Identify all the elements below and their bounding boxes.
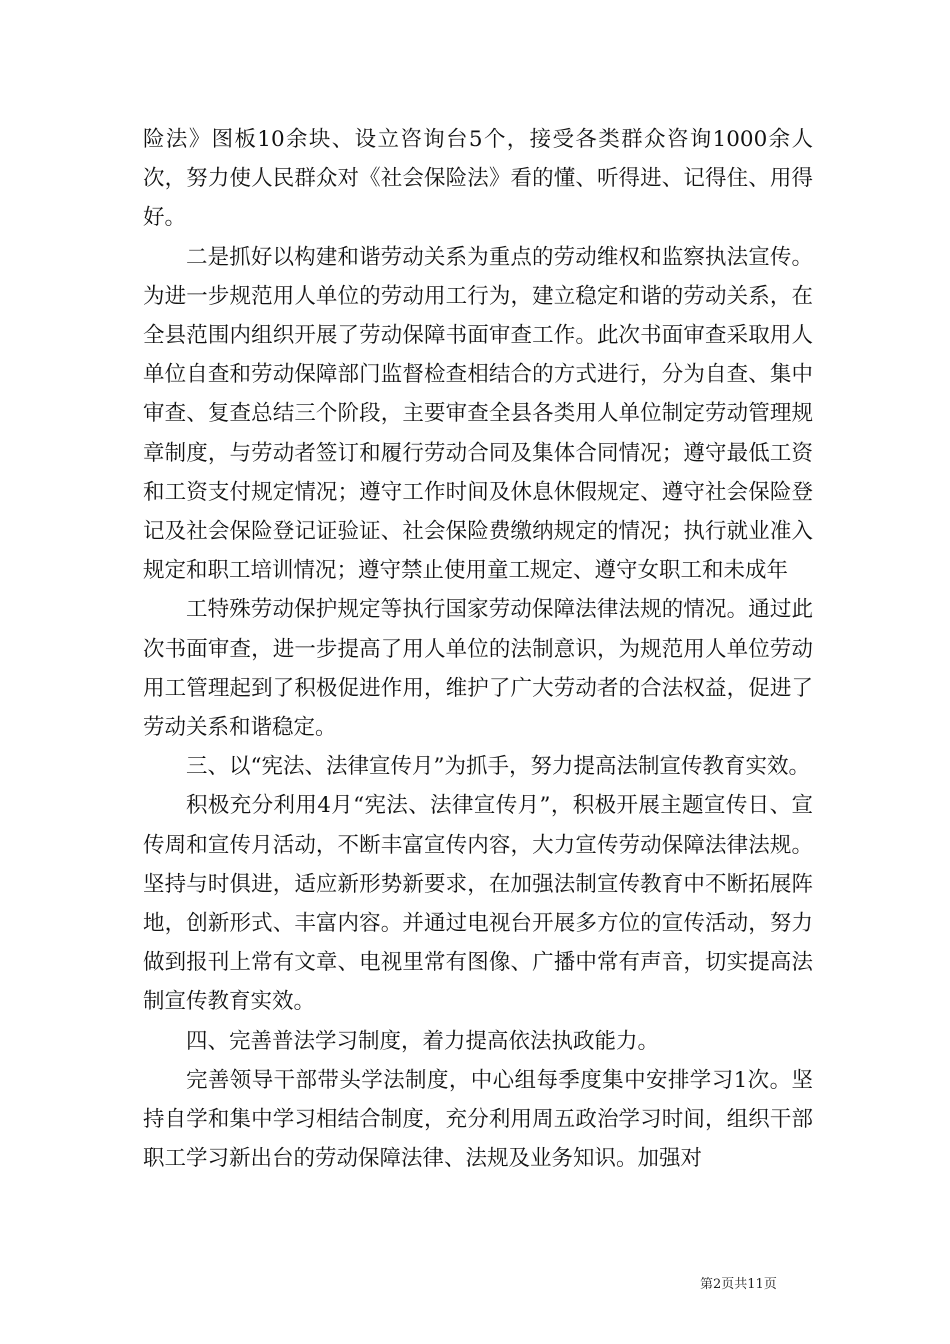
body-paragraph: 工特殊劳动保护规定等执行国家劳动保障法律法规的情况。通过此次书面审查，进一步提高了用人单位的法制意识，为规范用人单位劳动用工管理起到了积极促进作用，维护了广大劳动者的合法权益，促进了劳动关系和谐稳定。 (143, 597, 813, 741)
body-paragraph: 二是抓好以构建和谐劳动关系为重点的劳动维权和监察执法宣传。为进一步规范用人单位的劳动用工行为，建立稳定和谐的劳动关系，在全县范围内组织开展了劳动保障书面审查工作。此次书面审查采取用人单位自查和劳动保障部门监督检查相结合的方式进行，分为自查、集中审查、复查总结三个阶段，主要审查全县各类用人单位制定劳动管理规章制度，与劳动者签订和履行劳动合同及集体合同情况；遵守最低工资和工资支付规定情况；遵守工作时间及休息休假规定、遵守社会保险登记及社会保险登记证验证、社会保险费缴纳规定的情况；执行就业准入规定和职工培训情况；遵守禁止使用童工规定、遵守女职工和未成年 (143, 244, 813, 584)
body-paragraph: 积极充分利用4月“宪法、法律宣传月”，积极开展主题宣传日、宣传周和宣传月活动，不断丰富宣传内容，大力宣传劳动保障法律法规。坚持与时俱进，适应新形势新要求，在加强法制宣传教育中不断拓展阵地，创新形式、丰富内容。并通过电视台开展多方位的宣传活动，努力做到报刊上常有文章、电视里常有图像、广播中常有声音，切实提高法制宣传教育实效。 (143, 793, 813, 1015)
section-heading-paragraph: 三、以“宪法、法律宣传月”为抓手，努力提高法制宣传教育实效。 (186, 754, 810, 780)
body-paragraph: 险法》图板10余块、设立咨询台5个，接受各类群众咨询1000余人次，努力使人民群众对《社会保险法》看的懂、听得进、记得住、用得好。 (143, 127, 813, 231)
page-number-footer: 第2页共11页 (700, 1277, 777, 1292)
section-heading-paragraph: 四、完善普法学习制度，着力提高依法执政能力。 (186, 1028, 660, 1054)
body-paragraph: 完善领导干部带头学法制度，中心组每季度集中安排学习1次。坚持自学和集中学习相结合制度，充分利用周五政治学习时间，组织干部职工学习新出台的劳动保障法律、法规及业务知识。加强对 (143, 1067, 813, 1172)
document-body (143, 120, 813, 1178)
